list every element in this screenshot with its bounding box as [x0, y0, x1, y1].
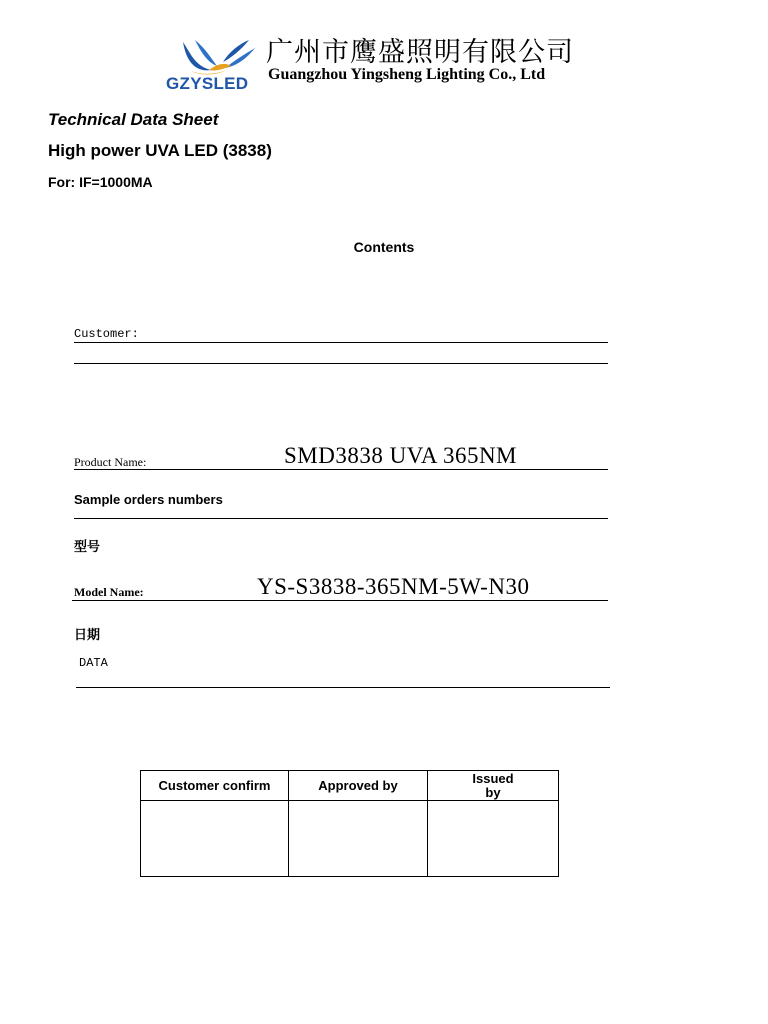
- date-underline: [76, 687, 610, 688]
- divider-line: [74, 363, 608, 364]
- test-condition: For: IF=1000MA: [48, 174, 153, 190]
- approved-by-cell[interactable]: [289, 801, 428, 877]
- signoff-header-row: [141, 771, 559, 801]
- date-label: DATA: [79, 656, 108, 670]
- issued-by-cell[interactable]: [428, 801, 559, 877]
- logo-text: GZYSLED: [166, 74, 249, 93]
- sample-orders-label: Sample orders numbers: [74, 492, 223, 507]
- customer-confirm-cell[interactable]: [141, 801, 289, 877]
- signoff-table: [140, 770, 559, 877]
- model-name-label: Model Name:: [74, 585, 144, 599]
- document-type-title: Technical Data Sheet: [48, 110, 219, 129]
- customer-label: Customer:: [74, 327, 139, 341]
- customer-underline: [74, 342, 608, 343]
- issued-by-header: Issued by: [428, 771, 559, 801]
- model-label-chinese: 型号: [74, 539, 101, 554]
- contents-heading: Contents: [353, 239, 415, 255]
- date-label-chinese: 日期: [74, 627, 101, 642]
- approved-by-header: Approved by: [289, 771, 428, 801]
- model-name-underline: [72, 600, 608, 601]
- company-name-chinese: 广州市鹰盛照明有限公司: [266, 37, 574, 68]
- product-name-underline: [74, 469, 608, 470]
- customer-confirm-header: Customer confirm: [141, 771, 289, 801]
- product-name-label: Product Name:: [74, 455, 147, 469]
- product-title: High power UVA LED (3838): [48, 141, 272, 160]
- company-name-english: Guangzhou Yingsheng Lighting Co., Ltd: [268, 66, 546, 83]
- product-name-value: SMD3838 UVA 365NM: [284, 443, 518, 468]
- sample-orders-underline: [74, 518, 608, 519]
- signoff-signature-row: [141, 801, 559, 877]
- model-name-value: YS-S3838-365NM-5W-N30: [257, 574, 530, 599]
